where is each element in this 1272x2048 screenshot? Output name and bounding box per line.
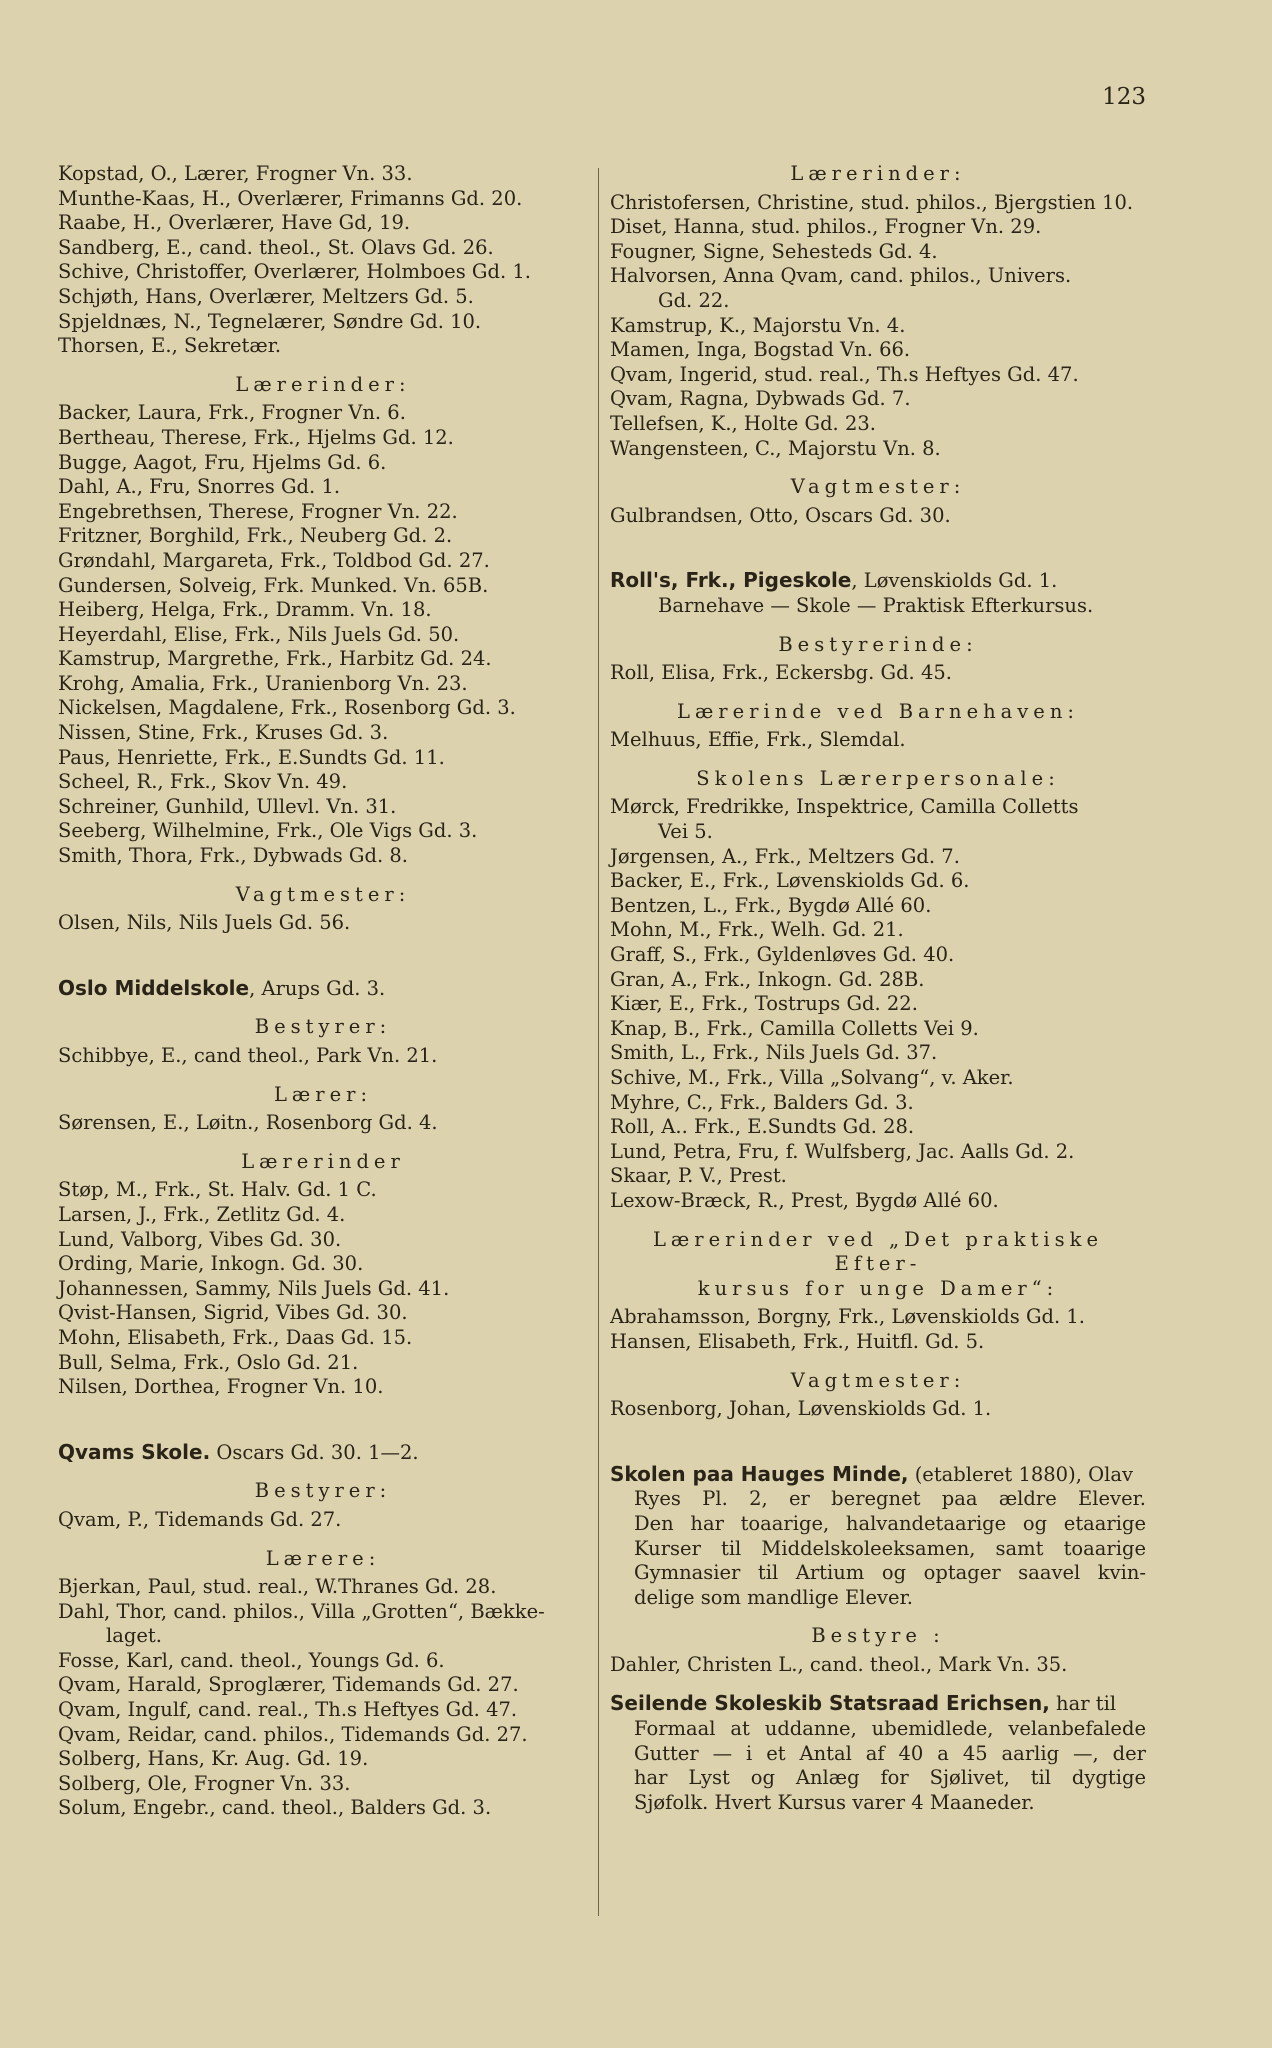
directory-entry: Christofersen, Christine, stud. philos., Bjergstien 10. (610, 190, 1134, 214)
directory-entry: Larsen, J., Frk., Zetlitz Gd. 4. (58, 1202, 346, 1226)
directory-entry: Halvorsen, Anna Qvam, cand. philos., Univers. (610, 264, 1072, 288)
section-heading-bestyrerinde: Bestyrerinde: (778, 632, 978, 656)
directory-entry: Jørgensen, A., Frk., Meltzers Gd. 7. (610, 844, 960, 868)
directory-entry: Sandberg, E., cand. theol., St. Olavs Gd. 26. (58, 235, 494, 259)
directory-entry: Solberg, Ole, Frogner Vn. 33. (58, 1771, 351, 1795)
directory-entry: Smith, L., Frk., Nils Juels Gd. 37. (610, 1041, 938, 1065)
section-heading-vagtmester: Vagtmester: (790, 1368, 966, 1392)
directory-entry: Kamstrup, Margrethe, Frk., Harbitz Gd. 24. (58, 647, 492, 671)
school-name: Qvams Skole. (58, 1439, 211, 1464)
directory-entry: Nissen, Stine, Frk., Kruses Gd. 3. (58, 721, 389, 745)
school-address: , Arups Gd. 3. (249, 976, 386, 1000)
directory-entry: Bertheau, Therese, Frk., Hjelms Gd. 12. (58, 425, 454, 449)
laerere-list (58, 1575, 588, 1821)
school-heading-hauges (610, 1462, 1146, 1488)
directory-entry: Munthe-Kaas, H., Overlærer, Frimanns Gd. 20. (58, 186, 523, 210)
school-name: Roll's, Frk., Pigeskole (610, 568, 852, 593)
laererinder-list (58, 1178, 588, 1399)
directory-entry: Knap, B., Frk., Camilla Colletts Vei 9. (610, 1016, 979, 1040)
school-text: Sjøfolk. Hvert Kursus varer 4 Maaneder. (634, 1790, 1035, 1814)
bestyrerinde-entry: Roll, Elisa, Frk., Eckersbg. Gd. 45. (610, 661, 952, 685)
directory-entry: Støp, M., Frk., St. Halv. Gd. 1 C. (58, 1178, 377, 1202)
directory-entry: Lund, Petra, Fru, f. Wulfsberg, Jac. Aalls Gd. 2. (610, 1139, 1075, 1163)
directory-entry: Bentzen, L., Frk., Bygdø Allé 60. (610, 893, 932, 917)
vagtmester-entry: Rosenborg, Johan, Løvenskiolds Gd. 1. (610, 1397, 992, 1421)
directory-entry: Thorsen, E., Sekretær. (58, 334, 282, 358)
section-heading-laererinder: Lærerinder: (235, 372, 411, 396)
school-name: Seilende Skoleskib Statsraad Erichsen, (610, 1691, 1050, 1716)
directory-entry: Roll, A.. Frk., E.Sundts Gd. 28. (610, 1115, 915, 1139)
section-heading-barnehave: Lærerinde ved Barnehaven: (677, 699, 1079, 723)
directory-entry: Heiberg, Helga, Frk., Dramm. Vn. 18. (58, 598, 432, 622)
directory-entry: Schive, Christoffer, Overlærer, Holmboes Gd. 1. (58, 260, 531, 284)
vagtmester-entry: Gulbrandsen, Otto, Oscars Gd. 30. (610, 503, 951, 527)
section-heading-vagtmester: Vagtmester: (790, 475, 966, 499)
laererinder-list (58, 401, 588, 868)
directory-entry: Qvam, Ragna, Dybwads Gd. 7. (610, 387, 911, 411)
directory-entry: Heyerdahl, Elise, Frk., Nils Juels Gd. 50. (58, 622, 460, 646)
school-heading-qvams (58, 1440, 588, 1466)
section-heading-bestyrer: Bestyrer: (254, 1015, 392, 1039)
school-text: delige som mandlige Elever. (634, 1585, 913, 1609)
directory-entry: Backer, E., Frk., Løvenskiolds Gd. 6. (610, 869, 970, 893)
section-heading-vagtmester: Vagtmester: (235, 882, 411, 906)
directory-entry: Graff, S., Frk., Gyldenløves Gd. 40. (610, 943, 955, 967)
section-heading-bestyrer: Bestyrer: (254, 1479, 392, 1503)
directory-entry: Mamen, Inga, Bogstad Vn. 66. (610, 338, 911, 362)
section-heading-laererinder: Lærerinder (241, 1149, 405, 1173)
directory-entry: Qvist-Hansen, Sigrid, Vibes Gd. 30. (58, 1301, 408, 1325)
directory-entry: Kamstrup, K., Majorstu Vn. 4. (610, 313, 906, 337)
directory-entry: Mohn, M., Frk., Welh. Gd. 21. (610, 918, 904, 942)
right-column (610, 162, 1146, 1815)
directory-entry: Schreiner, Gunhild, Ullevl. Vn. 31. (58, 794, 397, 818)
directory-entry: Lund, Valborg, Vibes Gd. 30. (58, 1227, 342, 1251)
school-address: , Løvenskiolds Gd. 1. (851, 569, 1058, 593)
directory-entry: Mohn, Elisabeth, Frk., Daas Gd. 15. (58, 1325, 413, 1349)
directory-entry: Vei 5. (658, 820, 713, 844)
school-name: Oslo Middelskole (58, 975, 250, 1000)
school-heading-oslo (58, 976, 588, 1002)
left-column (58, 162, 588, 1821)
directory-entry: Bull, Selma, Frk., Oslo Gd. 21. (58, 1350, 359, 1374)
section-heading-laerer: Lærer: (273, 1082, 373, 1106)
directory-entry: Gundersen, Solveig, Frk. Munked. Vn. 65B. (58, 573, 489, 597)
school-address: Oscars Gd. 30. 1—2. (210, 1440, 419, 1464)
directory-entry: Abrahamsson, Borgny, Frk., Løvenskiolds Gd. 1. (610, 1305, 1086, 1329)
efterkursus-list (610, 1305, 1146, 1354)
school-text: Kurser til Middelskoleeksamen, samt toaarige (634, 1536, 1146, 1560)
directory-entry: Diset, Hanna, stud. philos., Frogner Vn. 29. (610, 215, 1042, 239)
school-text: har Lyst og Anlæg for Sjølivet, til dygtige (634, 1766, 1146, 1790)
directory-entry: Solum, Engebr., cand. theol., Balders Gd. 3. (58, 1796, 492, 1820)
school-heading-seilende (610, 1691, 1146, 1717)
directory-entry: laget. (106, 1624, 162, 1648)
directory-entry: Solberg, Hans, Kr. Aug. Gd. 19. (58, 1747, 369, 1771)
directory-entry: Qvam, Ingulf, cand. real., Th.s Heftyes Gd. 47. (58, 1698, 518, 1722)
directory-entry: Skaar, P. V., Prest. (610, 1164, 787, 1188)
directory-entry: Gran, A., Frk., Inkogn. Gd. 28B. (610, 967, 925, 991)
directory-entry: Dahl, A., Fru, Snorres Gd. 1. (58, 475, 341, 499)
school-text: Den har toaarige, halvandetaarige og etaarige (634, 1511, 1146, 1535)
personale-list (610, 795, 1146, 1213)
directory-entry: Engebrethsen, Therese, Frogner Vn. 22. (58, 499, 458, 523)
directory-entry: Qvam, Ingerid, stud. real., Th.s Heftyes Gd. 47. (610, 362, 1079, 386)
bestyrer-entry: Dahler, Christen L., cand. theol., Mark Vn. 35. (610, 1652, 1068, 1676)
directory-entry: Qvam, Harald, Sproglærer, Tidemands Gd. 27. (58, 1673, 519, 1697)
directory-entry: Nilsen, Dorthea, Frogner Vn. 10. (58, 1375, 384, 1399)
section-heading-bestyrer: Bestyre : (811, 1624, 945, 1648)
directory-entry: Schjøth, Hans, Overlærer, Meltzers Gd. 5. (58, 284, 474, 308)
school-text: har til (1049, 1692, 1117, 1716)
bestyrer-entry: Qvam, P., Tidemands Gd. 27. (58, 1507, 342, 1531)
directory-entry: Hansen, Elisabeth, Frk., Huitfl. Gd. 5. (610, 1329, 985, 1353)
directory-entry: Myhre, C., Frk., Balders Gd. 3. (610, 1090, 914, 1114)
directory-entry: Fritzner, Borghild, Frk., Neuberg Gd. 2. (58, 524, 453, 548)
directory-entry: Schive, M., Frk., Villa „Solvang“, v. Aker. (610, 1066, 1014, 1089)
directory-entry: Backer, Laura, Frk., Frogner Vn. 6. (58, 401, 406, 425)
directory-entry: Seeberg, Wilhelmine, Frk., Ole Vigs Gd. 3. (58, 819, 478, 843)
directory-entry: Grøndahl, Margareta, Frk., Toldbod Gd. 27. (58, 548, 490, 572)
section-heading-efterkursus: Lærerinder ved „Det praktiske Efter- (652, 1227, 1104, 1276)
school-name: Skolen paa Hauges Minde, (610, 1461, 909, 1486)
column-divider (598, 168, 599, 1916)
directory-entry: Wangensteen, C., Majorstu Vn. 8. (610, 436, 941, 460)
directory-entry: Dahl, Thor, cand. philos., Villa „Grotten“, Bække- (58, 1599, 545, 1623)
school-text: Formaal at uddanne, ubemidlede, velanbefalede (634, 1717, 1146, 1741)
directory-entry: Kiær, E., Frk., Tostrups Gd. 22. (610, 992, 918, 1016)
section-heading-laerere: Lærere: (265, 1546, 381, 1570)
laererinder-list (610, 191, 1146, 462)
section-heading-personale: Skolens Lærerpersonale: (696, 766, 1060, 790)
school-text: (etableret 1880), Olav (908, 1462, 1133, 1486)
school-text: Ryes Pl. 2, er beregnet paa ældre Elever. (634, 1487, 1146, 1511)
directory-entry: Gd. 22. (658, 288, 730, 312)
school-subtitle: Barnehave — Skole — Praktisk Efterkursus. (658, 593, 1094, 617)
directory-entry: Raabe, H., Overlærer, Have Gd, 19. (58, 211, 411, 235)
directory-entry: Paus, Henriette, Frk., E.Sundts Gd. 11. (58, 745, 445, 769)
directory-entry: Tellefsen, K., Holte Gd. 23. (610, 411, 876, 435)
teacher-list (58, 162, 588, 359)
directory-entry: Nickelsen, Magdalene, Frk., Rosenborg Gd. 3. (58, 696, 516, 720)
section-heading-laererinder: Lærerinder: (790, 162, 966, 185)
school-heading-rolls (610, 568, 1146, 594)
bestyrer-entry: Schibbye, E., cand theol., Park Vn. 21. (58, 1044, 438, 1067)
directory-entry: Smith, Thora, Frk., Dybwads Gd. 8. (58, 844, 408, 868)
laerer-entry: Sørensen, E., Løitn., Rosenborg Gd. 4. (58, 1111, 438, 1135)
directory-entry: Spjeldnæs, N., Tegnelærer, Søndre Gd. 10. (58, 309, 482, 333)
directory-entry: Qvam, Reidar, cand. philos., Tidemands Gd. 27. (58, 1722, 528, 1746)
directory-entry: Bjerkan, Paul, stud. real., W.Thranes Gd. 28. (58, 1575, 497, 1599)
directory-entry: Fougner, Signe, Sehesteds Gd. 4. (610, 239, 938, 263)
school-text: Gutter — i et Antal af 40 a 45 aarlig —, der (634, 1741, 1146, 1765)
directory-entry: Lexow-Bræck, R., Prest, Bygdø Allé 60. (610, 1188, 999, 1212)
page-number: 123 (1102, 84, 1146, 110)
directory-entry: Scheel, R., Frk., Skov Vn. 49. (58, 770, 348, 794)
directory-entry: Kopstad, O., Lærer, Frogner Vn. 33. (58, 162, 413, 185)
directory-entry: Ording, Marie, Inkogn. Gd. 30. (58, 1252, 364, 1276)
vagtmester-entry: Olsen, Nils, Nils Juels Gd. 56. (58, 911, 351, 935)
barnehave-entry: Melhuus, Effie, Frk., Slemdal. (610, 728, 906, 752)
section-heading-efterkursus-cont: kursus for unge Damer“: (697, 1276, 1059, 1300)
directory-entry: Krohg, Amalia, Frk., Uranienborg Vn. 23. (58, 671, 468, 695)
directory-entry: Fosse, Karl, cand. theol., Youngs Gd. 6. (58, 1648, 445, 1672)
school-text: Gymnasier til Artium og optager saavel kvin- (634, 1561, 1146, 1585)
directory-entry: Johannessen, Sammy, Nils Juels Gd. 41. (58, 1276, 450, 1300)
directory-entry: Mørck, Fredrikke, Inspektrice, Camilla Colletts (610, 795, 1079, 819)
directory-entry: Bugge, Aagot, Fru, Hjelms Gd. 6. (58, 450, 387, 474)
